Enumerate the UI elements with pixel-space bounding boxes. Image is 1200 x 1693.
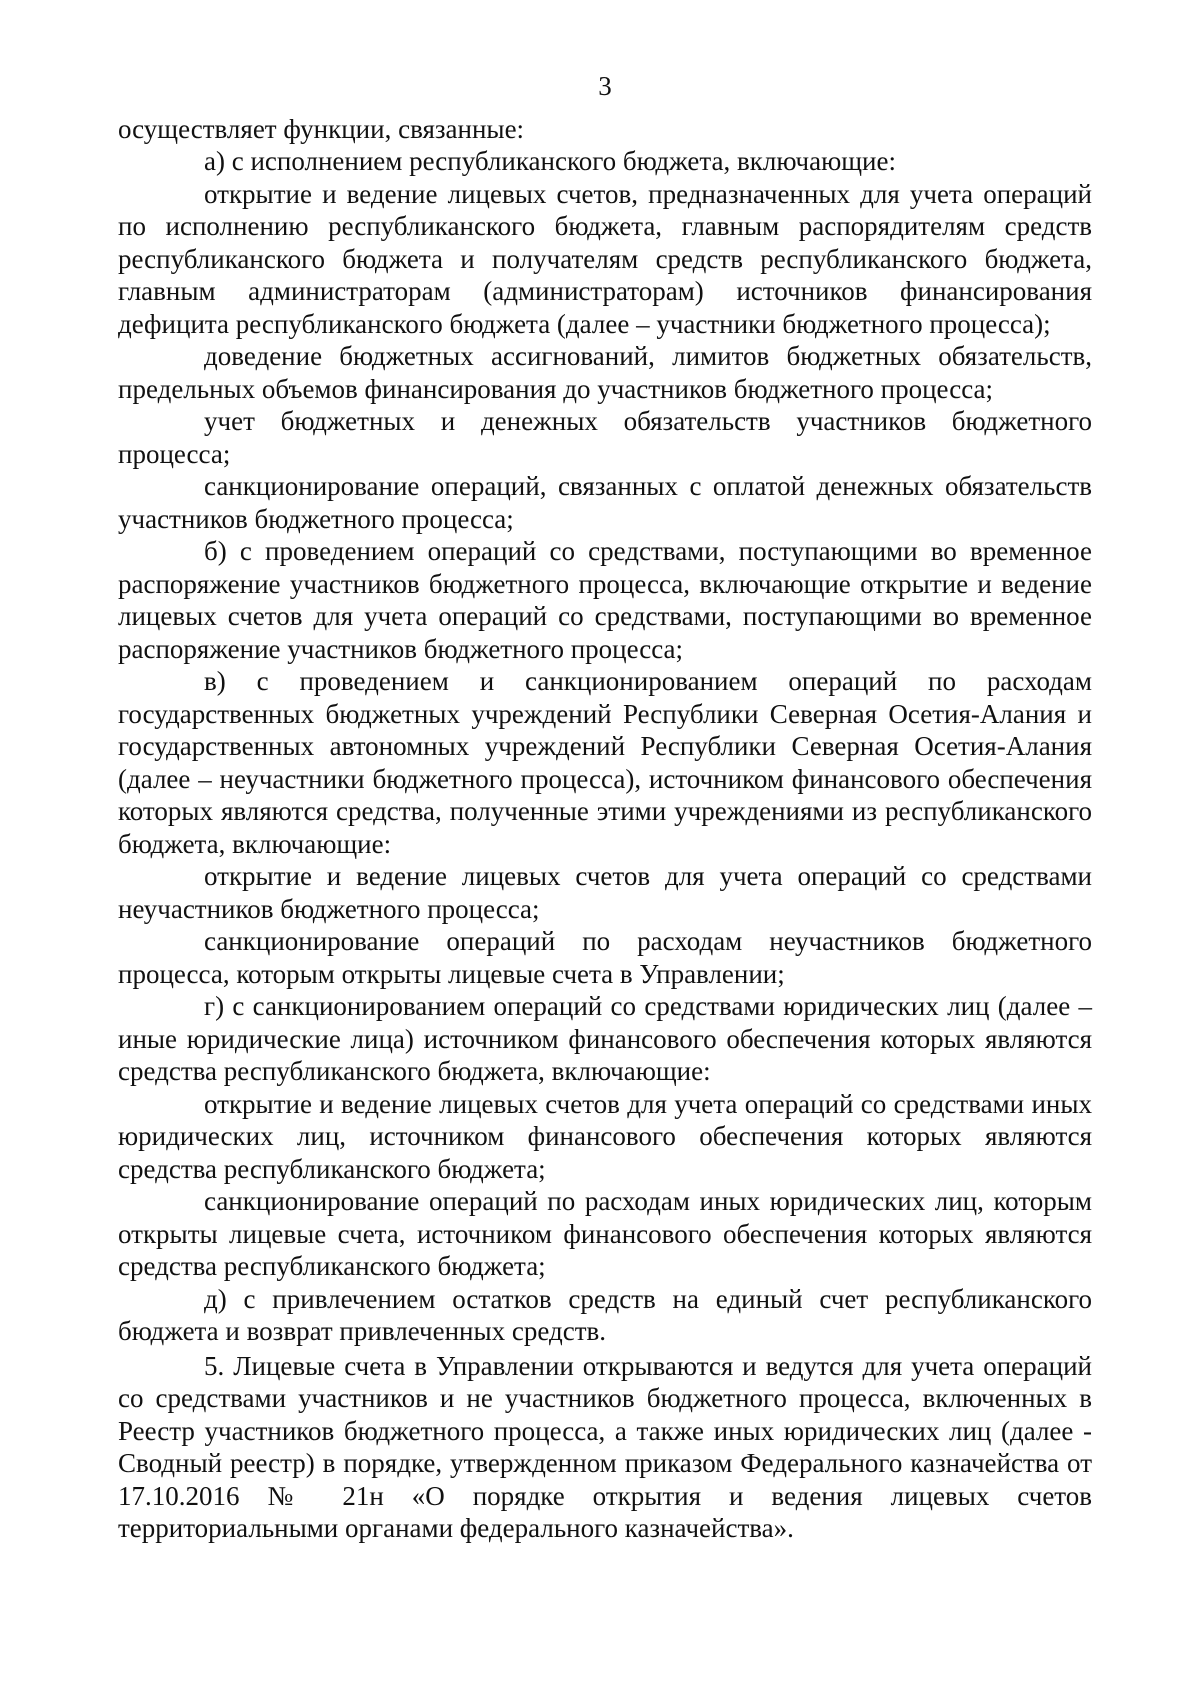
- paragraph-v: в) с проведением и санкционированием операций по расходам государственных бюджетных учреждений Республики Северная Осетия-Алания и государственных автономных учреждений Республики Северная Осетия-Алания (далее – неучастники бюджетного процесса), источником финансового обеспечения которых являются средства, полученные этими учреждениями из республиканского бюджета, включающие:: [118, 666, 1092, 859]
- paragraph-intro: осуществляет функции, связанные:: [118, 113, 525, 144]
- paragraph-authorization: санкционирование операций, связанных с оплатой денежных обязательств участников бюджетного процесса;: [118, 471, 1092, 534]
- paragraph-b: б) с проведением операций со средствами, поступающими во временное распоряжение участников бюджетного процесса, включающие открытие и ведение лицевых счетов для учета операций со средствами, поступающими во временное распоряжение участников бюджетного процесса;: [118, 536, 1092, 664]
- paragraph-other-legal-authorization: санкционирование операций по расходам иных юридических лиц, которым открыты лицевые счета, источником финансового обеспечения которых являются средства республиканского бюджета;: [118, 1186, 1092, 1281]
- paragraph-non-participants-authorization: санкционирование операций по расходам неучастников бюджетного процесса, которым открыты лицевые счета в Управлении;: [118, 926, 1092, 989]
- paragraph-non-participants-accounts: открытие и ведение лицевых счетов для учета операций со средствами неучастников бюджетного процесса;: [118, 861, 1092, 924]
- document-page: [118, 70, 1092, 1545]
- paragraph-g: г) с санкционированием операций со средствами юридических лиц (далее – иные юридические лица) источником финансового обеспечения которых являются средства республиканского бюджета, включающие:: [118, 991, 1092, 1086]
- paragraph-5: 5. Лицевые счета в Управлении открываются и ведутся для учета операций со средствами участников и не участников бюджетного процесса, включенных в Реестр участников бюджетного процесса, а также иных юридических лиц (далее - Сводный реестр) в порядке, утвержденном приказом Федерального казначейства от 17.10.2016 № 21н «О порядке открытия и ведения лицевых счетов территориальными органами федерального казначейства».: [118, 1350, 1092, 1543]
- paragraph-open-accounts: открытие и ведение лицевых счетов, предназначенных для учета операций по исполнению республиканского бюджета, главным распорядителям средств республиканского бюджета и получателям средств республиканского бюджета, главным администраторам (администраторам) источников финансирования дефицита республиканского бюджета (далее – участники бюджетного процесса);: [118, 178, 1092, 339]
- paragraph-budget-allocations: доведение бюджетных ассигнований, лимитов бюджетных обязательств, предельных объемов финансирования до участников бюджетного процесса;: [118, 341, 1092, 404]
- paragraph-other-legal-accounts: открытие и ведение лицевых счетов для учета операций со средствами иных юридических лиц, источником финансового обеспечения которых являются средства республиканского бюджета;: [118, 1088, 1092, 1184]
- paragraph-d: д) с привлечением остатков средств на единый счет республиканского бюджета и возврат привлеченных средств.: [118, 1283, 1092, 1346]
- paragraph-obligations: учет бюджетных и денежных обязательств участников бюджетного процесса;: [118, 406, 1092, 469]
- page-number: 3: [598, 71, 612, 101]
- paragraph-a: а) с исполнением республиканского бюджета, включающие:: [204, 146, 896, 176]
